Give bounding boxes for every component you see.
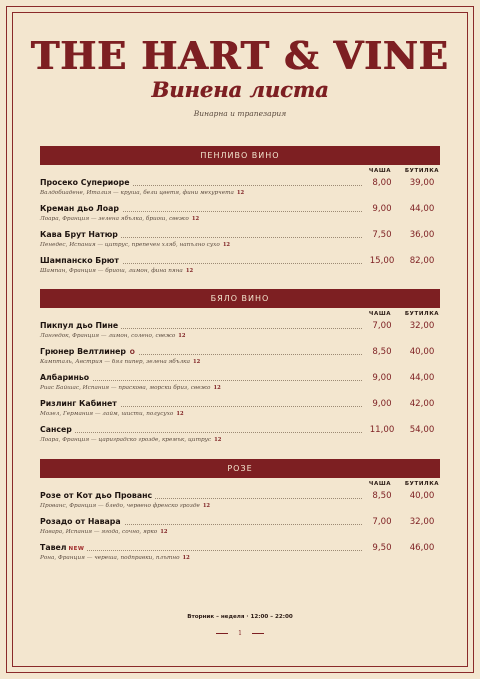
wine-item: [40, 424, 440, 450]
wine-name-suffix: O: [129, 349, 135, 356]
section-white: [40, 289, 440, 450]
glass-price: 11,00: [362, 424, 402, 436]
tagline: Винарна и трапезария: [193, 109, 287, 118]
wine-description: Лоара, Франция — цариградско грозде, кремък, цитрус: [40, 437, 212, 443]
glass-price: 9,50: [362, 542, 402, 554]
column-headers: [40, 168, 440, 177]
glass-price: 7,50: [362, 229, 402, 241]
wine-name: Кава Брут Натюр: [40, 229, 121, 241]
wine-description: Кампталь, Австрия — бял пипер, зелена ябълка: [40, 359, 190, 365]
wine-name-text: Грюнер Велтлинер: [40, 347, 126, 356]
bottle-price: 39,00: [402, 177, 442, 189]
wine-description: Лоара, Франция — зелена ябълка, бриош, свежо: [40, 216, 189, 222]
wine-name: Сансер: [40, 424, 75, 436]
wine-name: Креман дьо Лоар: [40, 203, 122, 215]
wine-description: Шампан, Франция — бриош, лимон, фина пяна: [40, 268, 183, 274]
column-headers: [40, 311, 440, 320]
wine-description: Прованс, Франция — бледо, червено френско грозде: [40, 503, 200, 509]
wine-name: Розадо от Навара: [40, 516, 124, 528]
wine-name: Шампанско Брют: [40, 255, 122, 267]
bottle-price: 44,00: [402, 203, 442, 215]
wine-item: [40, 320, 440, 346]
glass-price: 9,00: [362, 203, 402, 215]
glass-price: 8,50: [362, 490, 402, 502]
pager-rule-left: [216, 633, 228, 634]
wine-item: [40, 229, 440, 255]
wine-item: [40, 203, 440, 229]
menu-subtitle: Винена листа: [151, 77, 329, 102]
vintage-mark: 12: [202, 503, 211, 509]
section-band: ПЕНЛИВО ВИНО: [40, 146, 440, 165]
vintage-mark: 12: [176, 411, 184, 417]
wine-item: [40, 542, 440, 568]
glass-header: ЧАША: [368, 168, 392, 174]
wine-description: Валдобиадене, Италия — круша, бели цветя, фини мехурчета: [40, 190, 234, 196]
wine-item: [40, 372, 440, 398]
bottle-price: 82,00: [402, 255, 442, 267]
wine-name: [40, 542, 87, 555]
bottle-price: 36,00: [402, 229, 442, 241]
column-headers: [40, 481, 440, 490]
wine-item: [40, 255, 440, 281]
new-badge: NEW: [68, 546, 85, 552]
glass-price: 8,00: [362, 177, 402, 189]
vintage-mark: 12: [222, 242, 231, 248]
wine-name: [40, 346, 138, 359]
restaurant-title: THE HART & VINE: [31, 33, 449, 78]
dot-leader: [40, 432, 378, 433]
vintage-mark: 12: [236, 190, 245, 196]
bottle-header: БУТИЛКА: [404, 311, 440, 317]
vintage-mark: 12: [182, 555, 190, 561]
section-rose: [40, 459, 440, 568]
bottle-price: 42,00: [402, 398, 442, 410]
glass-header: ЧАША: [368, 311, 392, 317]
wine-item: [40, 516, 440, 542]
wine-description: Мозел, Германия — лайм, шисти, полусухо: [40, 411, 174, 417]
bottle-header: БУТИЛКА: [404, 481, 440, 487]
glass-price: 7,00: [362, 516, 402, 528]
wine-name: Албариньо: [40, 372, 92, 384]
bottle-price: 54,00: [402, 424, 442, 436]
section-band: РОЗЕ: [40, 459, 440, 478]
wine-item: [40, 177, 440, 203]
wine-item: [40, 346, 440, 372]
glass-price: 9,00: [362, 372, 402, 384]
vintage-mark: 12: [214, 437, 222, 443]
wine-name: Просеко Супериоре: [40, 177, 133, 189]
wine-name-text: Тавел: [40, 543, 67, 552]
bottle-price: 32,00: [402, 320, 442, 332]
page-number: 1: [238, 630, 242, 637]
bottle-price: 40,00: [402, 346, 442, 358]
bottle-price: 44,00: [402, 372, 442, 384]
wine-name: Ризлинг Кабинет: [40, 398, 120, 410]
vintage-mark: 12: [160, 529, 168, 535]
wine-description: Лангедок, Франция — лимон, солено, свежо: [40, 333, 176, 339]
wine-item: [40, 490, 440, 516]
bottle-price: 32,00: [402, 516, 442, 528]
wine-description: Рона, Франция — череша, подправки, плътно: [40, 555, 180, 561]
glass-price: 9,00: [362, 398, 402, 410]
vintage-mark: 12: [192, 359, 201, 365]
vintage-mark: 12: [185, 268, 194, 274]
section-band: БЯЛО ВИНО: [40, 289, 440, 308]
glass-price: 15,00: [362, 255, 402, 267]
page-number-block: [0, 630, 480, 637]
wine-name: Пикпул дьо Пине: [40, 320, 121, 332]
dot-leader: [40, 550, 378, 551]
glass-price: 8,50: [362, 346, 402, 358]
section-sparkling: [40, 146, 440, 281]
glass-header: ЧАША: [368, 481, 392, 487]
bottle-header: БУТИЛКА: [404, 168, 440, 174]
opening-hours: Вторник – неделя · 12:00 – 22:00: [187, 614, 293, 620]
glass-price: 7,00: [362, 320, 402, 332]
bottle-price: 40,00: [402, 490, 442, 502]
wine-description: Риас Байшас, Испания — праскова, морски бриз, свежо: [40, 385, 211, 391]
vintage-mark: 12: [178, 333, 186, 339]
bottle-price: 46,00: [402, 542, 442, 554]
menu-header: [0, 34, 480, 118]
wine-item: [40, 398, 440, 424]
wine-description: Пенедес, Испания — цитрус, препечен хляб, напълно сухо: [40, 242, 220, 248]
wine-description: Навара, Испания — ягода, сочно, ярко: [40, 529, 158, 535]
pager-rule-right: [252, 633, 264, 634]
wine-name: Розе от Кот дьо Прованс: [40, 490, 155, 502]
vintage-mark: 12: [191, 216, 200, 222]
vintage-mark: 12: [213, 385, 221, 391]
